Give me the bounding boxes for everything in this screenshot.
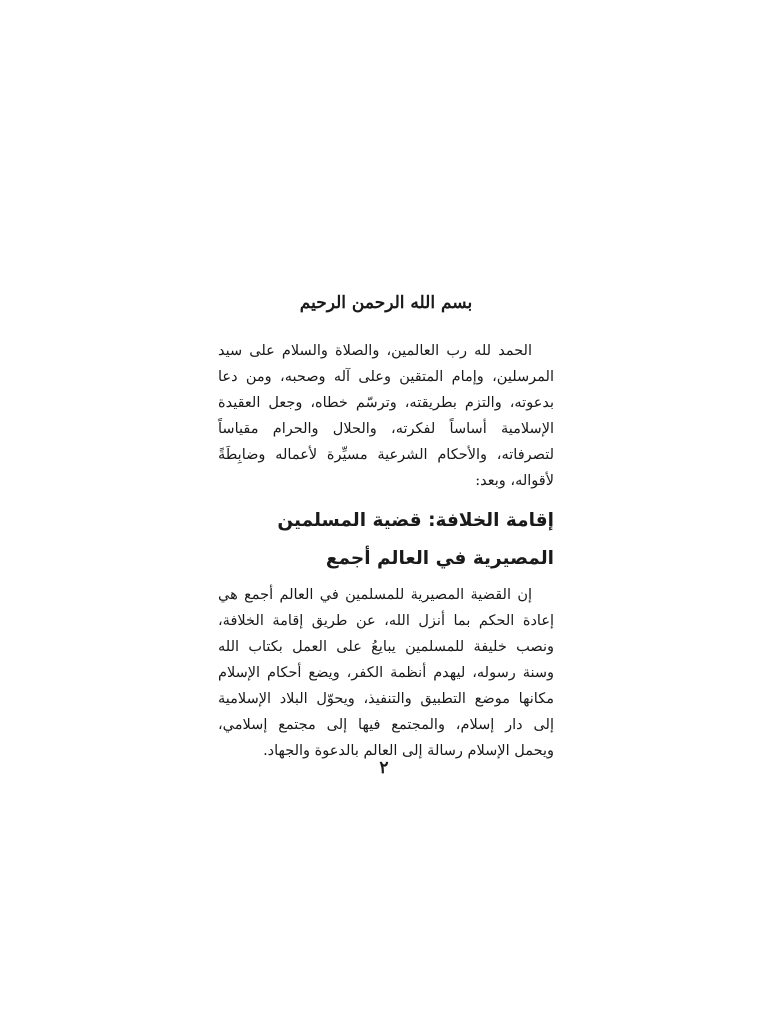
document-page: [218, 286, 554, 764]
intro-paragraph: الحمد لله رب العالمين، والصلاة والسلام على سيد المرسلين، وإمام المتقين وعلى آله وصحبه، ومن دعا بدعوته، والتزم بطريقته، وترسّم خطاه، وجعل العقيدة الإسلامية أساساً لفكرته، والحلال والحرام مقياساً لتصرفاته، والأحكام الشرعية مسيِّرة لأعماله وضابِطَةً لأقواله، وبعد:: [218, 343, 554, 489]
page-number: ٢: [379, 758, 389, 778]
section-paragraph: إن القضية المصيرية للمسلمين في العالم أجمع هي إعادة الحكم بما أنزل الله، عن طريق إقامة الخلافة، ونصب خليفة للمسلمين يبايعُ على العمل بكتاب الله وسنة رسوله، ليهدم أنظمة الكفر، ويضع أحكام الإسلام مكانها موضع التطبيق والتنفيذ، ويحوّل البلاد الإسلامية إلى دار إسلام، والمجتمع فيها إلى مجتمع إسلامي، ويحمل الإسلام رسالة إلى العالم بالدعوة والجهاد.: [218, 587, 554, 759]
section-heading: إقامة الخلافة: قضية المسلمين المصيرية في العالم أجمع: [277, 510, 554, 569]
basmala-heading: بسم الله الرحمن الرحيم: [299, 293, 473, 313]
